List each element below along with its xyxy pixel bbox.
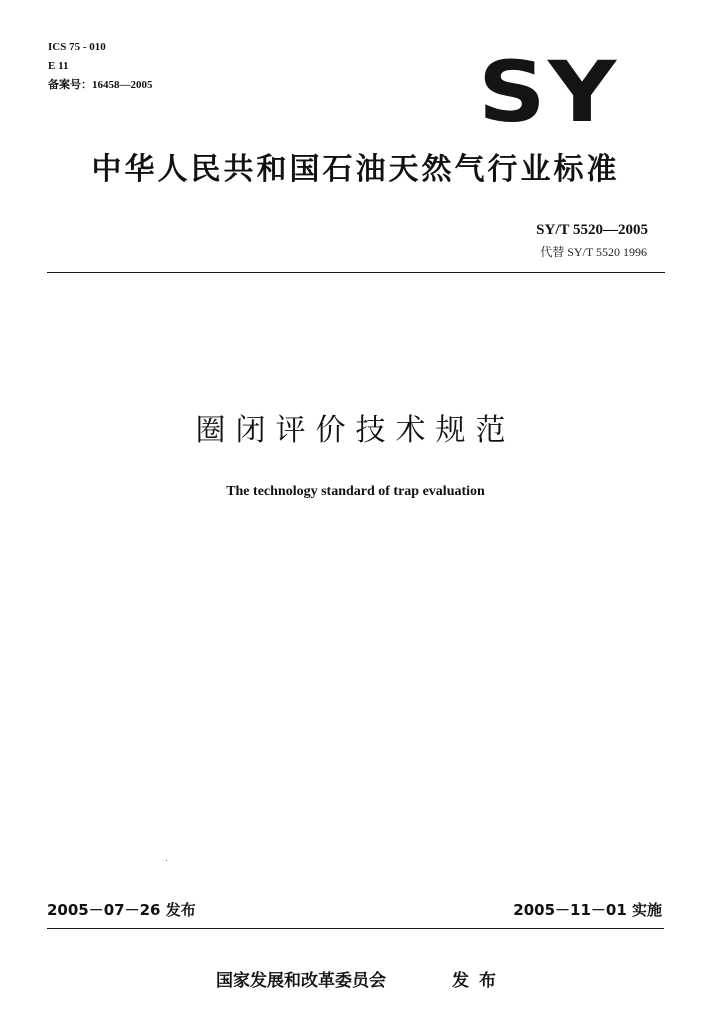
standard-number: SY/T 5520—2005	[536, 222, 648, 238]
document-title-en: The technology standard of trap evaluation	[226, 484, 485, 499]
footer-divider	[47, 928, 664, 929]
ics-code: ICS 75 - 010	[48, 41, 106, 53]
classification-code: E 11	[48, 60, 69, 72]
replaces-standard: 代替 SY/T 5520 1996	[540, 245, 647, 259]
scan-speck	[166, 860, 167, 861]
publish-label: 发布	[452, 971, 506, 991]
document-title-zh: 圈闭评价技术规范	[195, 413, 516, 448]
release-date: 2005－07－26 发布	[47, 901, 196, 919]
effective-date: 2005－11－01 实施	[513, 901, 662, 919]
sy-logo: SY	[478, 43, 619, 141]
organization-title: 中华人民共和国石油天然气行业标准	[91, 152, 620, 187]
publisher-name: 国家发展和改革委员会	[216, 971, 386, 991]
filing-number: 备案号：16458—2005	[48, 79, 153, 91]
header-divider	[47, 272, 665, 273]
